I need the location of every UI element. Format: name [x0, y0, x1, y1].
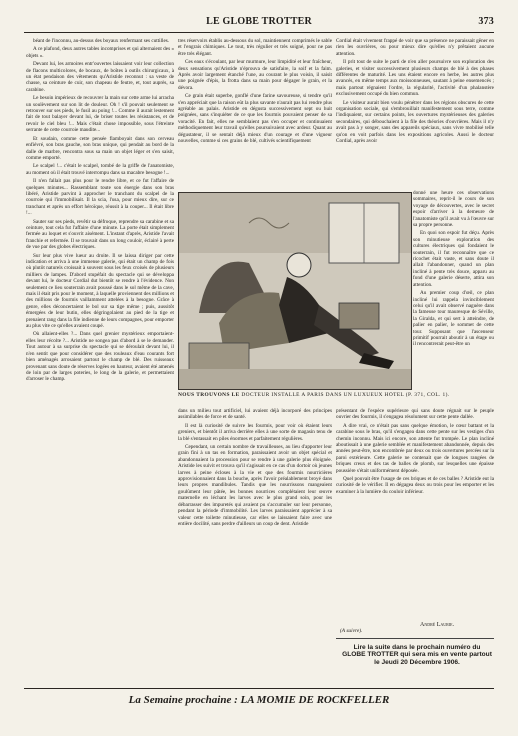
caption-label: NOUS TROUVONS LE: [178, 392, 240, 398]
paragraph: Il prit tout de suite le parti de n'en aller poursuivre son exploration des galeries, et visiter successivement plusieurs champs de blé à des phases différentes de maturité. Les uns étaient encore en herbe, les autres plus avancés, en même temps aux moissonneuses, sautant à peine ensemencés ; mais partout régnaient l'ordre, la régularité, l'activité d'un phalanstère exclusivement occupé du bien commun.: [336, 59, 494, 98]
paragraph: Il n'en fallait pas plus pour le rendre libre, et ce fut l'affaire de quelques minutes... Rassemblant toute son énergie dans son bras libéré, Aristide parvint à approcher le tranchant du scalpel de la courroie qui l'immobilisait. Il la scia, l'usa, pour mieux dire, sur ce tranchant et après un effort héroïque, réussit à la couper... Il était libre !...: [26, 178, 174, 217]
paragraph: Au premier coup d'œil, ce plan incliné lui rappela invinciblement celui qu'il avait observé naguère dans la fameuse tour mauresque de Séville, la Giralda, et qui sert à atteindre, de palier en palier, le sommet de cette tour. Supposant que l'ascenseur primitif pourrait aboutir à un étage ou il rencontrerait peut-être un: [413, 290, 494, 348]
page-header: [24, 16, 494, 30]
page-number: 373: [478, 16, 494, 27]
paragraph: Et soudain, comme cette pensée flamboyait dans son cerveau enfiévré, son bras gauche, son bras unique, qui pendait au bord de la dalle de marbre, rencontra sous sa main un objet léger et s'en saisit, comme emporté.: [26, 135, 174, 161]
next-week-banner: La Semaine prochaine : LA MOMIE DE ROCKFELLER: [128, 694, 390, 706]
paragraph: A ce plafond, deux autres tables incomprises et qui alternaient des « objets ».: [26, 46, 174, 59]
column-three-wrap: [413, 190, 494, 408]
paragraph: donné une heure ces observations sommaires, reprit-il le cours de son voyage de découvertes, avec le secret espoir d'arriver à la demeure de l'anatomiste qu'il avait vu à l'œuvre sur sa propre personne.: [413, 190, 494, 229]
journal-title: LE GLOBE TROTTER: [206, 16, 312, 27]
paragraph: Cependant, un certain nombre de travailleuses, au lieu d'apporter leur grain fini à un tas en formation, paraissaient avoir un objet spécial et abandonnaient la procession pour se rendre à une galerie plus éloignée. Aristide les suivit et trouva qu'il s'agissait en ce cas d'un dortoir où jeunes larves à peine écloses à la vie et que des fourmis nourricières approvisionnaient dans la bouche, après l'avoir préalablement broyé dans leurs propres mandibules. Tandis que les nourrissons mangeaient goulûment leur pâtée, les bonnes nourrices complétaient leur œuvre maternelle en léchant les larves avec le plus grand soin, pour les débarrasser des impuretés qui avaient pu s'accumuler sur leur personne, pendant la période d'immobilité. Les larves paraissaient apprécier à sa valeur cette toilette minutieuse, car elles se laissaient faire avec une entière docilité, sans perdre d'ailleurs un coup de dent. Aristide: [178, 444, 332, 527]
paragraph: Sauter sur ses pieds, revêtir sa défroque, reprendre sa carabine et sa ceinture, tout cela fut l'affaire d'une minute. La porte était simplement fermée au loquet et s'ouvrit aisément. L'instant d'après, Aristide l'avait franchie et refermée. Il se trouvait dans un long couloir, éclairé à perte de vue par des globes électriques.: [26, 218, 174, 251]
header-rule: [24, 32, 494, 33]
paragraph: Le visiteur aurait bien voulu pénétrer dans les régions obscures de cette organisation sociale, qui s'embrouillait manifestement sous terre, comme l'indiquaient, sur certains points, les ouvertures mystérieuses des galeries secondaires, qui débouchaient à la file des théories d'ouvrières. Mais il n'y avait pas à y songer, sans des appareils spéciaux, sans vivre mobilisé telle qu'on en voit parfois dans les expositions agricoles. Aussi le docteur Cordial, après avoir: [336, 99, 494, 145]
column-three-top: [336, 38, 494, 190]
paragraph: béant de l'inconnu, au-dessus des boyaux renfermant ses cuttilles.: [33, 38, 170, 44]
paragraph: Sur leur plus vive lueur au droite. Il se laissa diriger par cette indication et arriva à une immense galerie, qui était un champ de fois où plutôt naturels croissait à souvent sous les feux croisés de plusieurs milliers de lampes. D'abord stupéfait du spectacle qui se développa devant lui, le docteur Cordial dut bientôt se rendre à l'évidence. Non seulement ce lieu souterrain avait poussé dans le sol même de la cave, mais il était pris pour le moment, à laquelle proviennent des millions et des millions de fourmis vaillamment attelées à la besogne. Grâce à genre, elles déconcertaient le bol sur sa tige même ; puis, aussitôt émergées de leur butin, elles dégringolaient au pied de la tige et prenaient rang dans la file indienne de leurs compagnes, pour emporter au plus vite ce qu'elles avaient coupé.: [26, 252, 174, 330]
illustration-doctor-in-chair: [178, 192, 412, 390]
paragraph: Ce grain était superbe, gonflé d'une farine savoureuse, si tendre qu'il s'en appréciait que la raison eût la plus savante n'aurait pas lui rendre plus agréable au palais. Aristide en dégusta successivement sept ou huit poignées, sans s'inquiéter de ce que les fourmis pouvaient penser de sa voracité. En fait, elles ne semblaient pas s'en occuper et continuaient méthodiquement leur travail qu'elles poursuivaient avec ardeur. Quant au dégustateur, il se sentait déjà mieux d'un courage et d'une vigueur nouvelles, comme si ces grains de blé, cultivés scientifiquement: [178, 93, 332, 145]
paragraph: Le scalpel !... c'était le scalpel, tombé de la griffe de l'anatomiste, au moment où il était trouvé interrompu dans sa macabre besogne !...: [26, 163, 174, 176]
column-three-bottom: [336, 408, 494, 624]
paragraph: A dire vrai, ce n'était pas sans quelque émotion, le cœur battant et la carabine sous le bras, qu'il s'engagea dans cette pente sur les vestiges d'un chemin inconnu. Mais ici encore, son attente fut trompée. Le plan incliné aboutissait à une galerie semblée et manifestement abandonnée, depuis des années peut-être, non encombrée par deux ou trois ouvertures percées sur la paroi extérieure. Cette galerie ne contenait que de longues rangées de briques creux et des tas de balles de plomb, sur lesquelles une épaisse poussière s'était uniformément déposée.: [336, 422, 494, 474]
paragraph: Il est là curiosité de suivre les fourmis, pour voir où étaient leurs greniers, et bientôt il arriva derrière elles à une sorte de magasin tenu de la blé s'entassait en piles énormes et parfaitement régulières.: [178, 422, 332, 442]
paragraph: Où allaient-elles ?... Dans quel grenier mystérieux emportaient-elles leur récolte ?... Aristide ne songea pas d'abord à se le demander. Tout autour à sa surprise du spectacle qui se déroulait devant lui, il n'en sentit que pour considérer que des rouleaux d'eau courants fort bien aménagés arrosaient partout le champ de blé. Des ruisseaux provenant sans doute de réserves logées en hauteur, avaient été amenés de loin par de larges poteries, le long de la galerie, et permettaient d'arroser le champ.: [26, 331, 174, 383]
caption-reference: (P. 371, COL. 1).: [405, 392, 450, 398]
next-issue-notice: Lire la suite dans le prochain numéro du GLOBE TROTTER qui sera mis en vente partout le Jeudi 20 Décembre 1906.: [342, 644, 492, 666]
paragraph: En quoi son espoir fut déçu. Après son minutieuse exploration des cultures électriques qui fondaient le souterrain, il fut reconnaître que ce ricochet était vaste, et sans doute il allait l'abandonner, quand un plan incliné à pente très douce, apparu au fond d'une galerie déserte, attira son attention.: [413, 230, 494, 288]
paragraph: Le besoin impérieux de recouvrer la main sur cette arme lui arracha un soulèvement sur son lit de douleur. Oh ! s'il pouvait seulement se retrouver sur ses pieds, le fusil au poing !... Comme il aurait lestement fait de tout balayer devant lui, de briser toutes les résistances, et de revoir le ciel bleu !... Mais c'était chose impossible, sous l'étreinte serrante de cette courroie maudite...: [26, 95, 174, 134]
paragraph: Ces eaux s'écoulant, par leur murmure, leur limpidité et leur fraîcheur, deux sensations qu'Aristide n'éprouva de satisfaire, la soif et la faim. Après avoir largement étanché l'une, au courant le plus voisin, il saisit une poignée d'épis, la frotta dans sa main pour dégager le grain, et la dévora.: [178, 59, 332, 91]
paragraph: présentant de l'espèce supérieure qui sans doute régnait sur le peuple ouvrier des fourmis, il s'engagea résolument sur cette pente dallée.: [336, 408, 494, 421]
paragraph: dans un milieu tout artificiel, lui avaient déjà incorporé des principes assimilables de force et de santé.: [178, 408, 332, 421]
author-signature: André Laurie.: [420, 622, 455, 628]
footer-rule: [24, 688, 494, 689]
column-two-bottom: [178, 408, 332, 728]
caption-text: DOCTEUR INSTALLÉ A PARIS DANS UN LUXUEUX HÔTEL: [241, 392, 405, 398]
column-one: [26, 38, 174, 724]
paragraph: Quel pouvait être l'usage de ces briques et de ces balles ? Aristide eut la curiosité de le vérifier. Il en dégagea deux ou trois pour les emporter et les examiner à la lumière du couloir inférieur.: [336, 476, 494, 495]
paragraph: tres réservoirs établis au-dessous du sol, maintiennent comprimés le sable et l'engrais chimiques. Le tout, très régulier et très soigné, pour ne pas être très élégant.: [178, 38, 332, 57]
paragraph: Cordial était vivement frappé de voir que sa présence ne paraissait gêner en rien les ouvrières, ou pour mieux dire qu'elles n'y prêtaient aucune attention.: [336, 38, 494, 57]
column-two-top: [178, 38, 332, 190]
to-be-continued: (A suivre).: [340, 628, 363, 634]
notice-rule: [336, 638, 494, 639]
paragraph: Devant lui, les armoires entr'ouvertes laissaient voir leur collection de flacons multicolores, de bocaux, de boîtes à outils chirurgicaux, à un état pendaison des vêtements qu'Aristide reconnut : sa veste de chasse, sa ceinture de cuir, son chapeau de feutre, et, tout auprès, sa carabine.: [26, 61, 174, 93]
